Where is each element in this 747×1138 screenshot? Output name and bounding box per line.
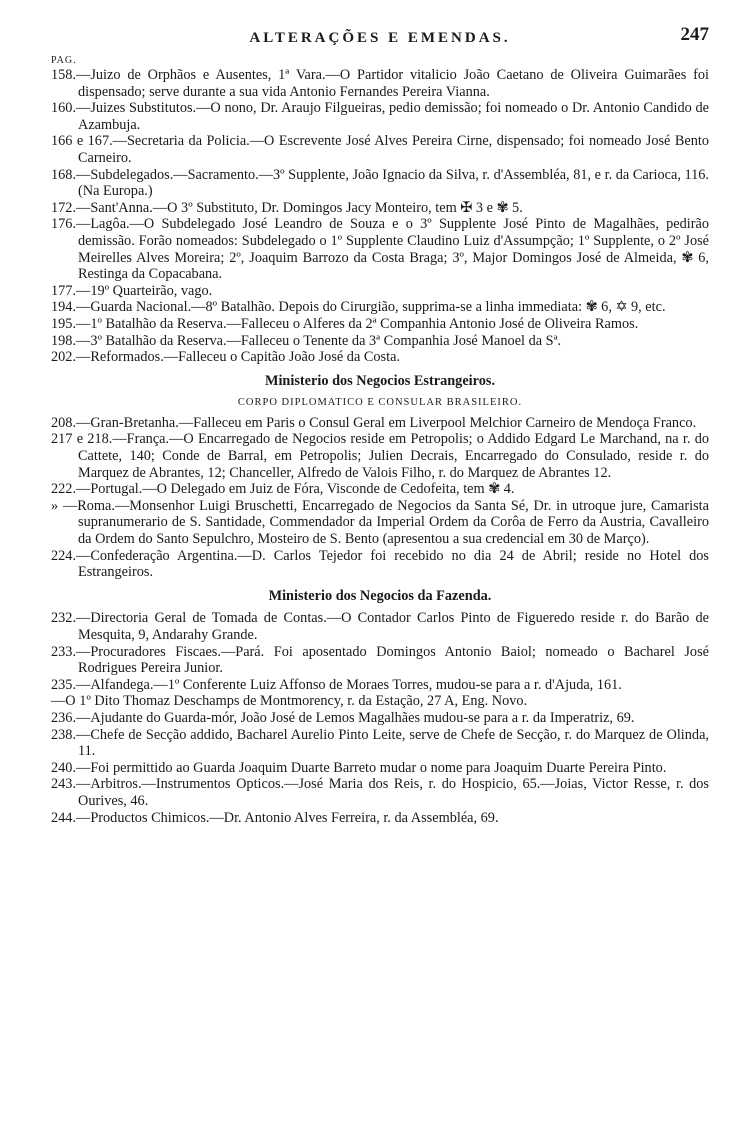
entry-243: 243.—Arbitros.—Instrumentos Opticos.—José Maria dos Reis, r. do Hospicio, 65.—Joias, Victor Resse, r. dos Ourives, 46.	[51, 776, 709, 809]
section-justica-entries	[51, 67, 709, 366]
entry-roma: » —Roma.—Monsenhor Luigi Bruschetti, Encarregado de Negocios da Santa Sé, Dr. in utroque jure, Camarista supranumerario de S. Santidade, Commendador da Imperial Ordem da Corôa de Ferro da Austria, Cavalleiro da Ordem do Santo Sepulchro, Mosteiro de S. Bento (apresentou a sua credencial em 30 de Março).	[51, 497, 709, 548]
entry-236: 236.—Ajudante do Guarda-mór, João José de Lemos Magalhães mudou-se para a r. da Imperatriz, 69.	[51, 709, 635, 726]
entry-194: 194.—Guarda Nacional.—8º Batalhão. Depois do Cirurgião, supprima-se a linha immediata: ✾ 6, ✡ 9, etc.	[51, 299, 666, 316]
entry-235-sub: —O 1º Dito Thomaz Deschamps de Montmorency, r. da Estação, 27 A, Eng. Novo.	[51, 693, 528, 710]
entry-217: 217 e 218.—França.—O Encarregado de Negocios reside em Petropolis; o Addido Edgard Le Marchand, na r. do Cattete, 140; Conde de Barral, em Petropolis; Julien Decrais, Encarregado do Consulado, reside r. do Marquez de Abrantes, 12; Chanceller, Alfredo de Valois Filho, r. do Marquez de Abrantes 12.	[51, 431, 709, 481]
entry-172: 172.—Sant'Anna.—O 3º Substituto, Dr. Domingos Jacy Monteiro, tem ✠ 3 e ✾ 5.	[51, 199, 523, 216]
entry-168: 168.—Subdelegados.—Sacramento.—3º Supplente, João Ignacio da Silva, r. d'Assembléa, 81, e r. da Carioca, 116. (Na Europa.)	[51, 166, 709, 200]
entry-160: 160.—Juizes Substitutos.—O nono, Dr. Araujo Filgueiras, pedio demissão; foi nomeado o Dr. Antonio Candido de Azambuja.	[51, 100, 709, 133]
entry-232: 232.—Directoria Geral de Tomada de Contas.—O Contador Carlos Pinto de Figueredo reside r. do Barão de Mesquita, 9, Andarahy Grande.	[51, 610, 709, 643]
pag-label: PAG.	[51, 55, 77, 66]
section-heading-estrangeiros: Ministerio dos Negocios Estrangeiros.	[264, 372, 496, 389]
entry-222: 222.—Portugal.—O Delegado em Juiz de Fóra, Visconde de Cedofeita, tem ✾ 4.	[51, 481, 515, 498]
entry-158: 158.—Juizo de Orphãos e Ausentes, 1ª Vara.—O Partidor vitalicio João Caetano de Oliveira Guimarães foi dispensado; serve durante a sua vida Antonio Fernandes Pereira Vianna.	[51, 67, 709, 100]
entry-224: 224.—Confederação Argentina.—D. Carlos Tejedor foi recebido no dia 24 de Abril; reside no Hotel dos Estrangeiros.	[51, 547, 709, 581]
running-header	[51, 24, 709, 56]
section-fazenda-entries	[51, 610, 709, 826]
running-title: ALTERAÇÕES E EMENDAS.	[249, 30, 511, 46]
section-heading-fazenda: Ministerio dos Negocios da Fazenda.	[268, 587, 492, 604]
entry-198: 198.—3º Batalhão da Reserva.—Falleceu o Tenente da 3ª Companhia José Manoel da Sª.	[51, 332, 562, 349]
entry-244: 244.—Productos Chimicos.—Dr. Antonio Alves Ferreira, r. da Assembléa, 69.	[51, 809, 499, 826]
entry-233: 233.—Procuradores Fiscaes.—Pará. Foi aposentado Domingos Antonio Baiol; nomeado o Bacharel José Rodrigues Pereira Junior.	[51, 643, 709, 677]
entry-177: 177.—19º Quarteirão, vago.	[51, 282, 213, 299]
section-estrangeiros-entries	[51, 415, 709, 581]
entry-240: 240.—Foi permittido ao Guarda Joaquim Duarte Barreto mudar o nome para Joaquim Duarte Pereira Pinto.	[51, 759, 667, 776]
entry-208: 208.—Gran-Bretanha.—Falleceu em Paris o Consul Geral em Liverpool Melchior Carneiro de Mendoça Franco.	[51, 414, 697, 431]
entry-166: 166 e 167.—Secretaria da Policia.—O Escrevente José Alves Pereira Cirne, dispensado; foi nomeado José Bento Carneiro.	[51, 133, 709, 166]
subheading-corpo-diplomatico: CORPO DIPLOMATICO E CONSULAR BRASILEIRO.	[237, 397, 523, 409]
entry-238: 238.—Chefe de Secção addido, Bacharel Aurelio Pinto Leite, serve de Chefe de Secção, r. do Marquez de Olinda, 11.	[51, 726, 709, 760]
page-number: 247	[680, 24, 709, 45]
entry-202: 202.—Reformados.—Falleceu o Capitão João José da Costa.	[51, 349, 401, 366]
entry-176: 176.—Lagôa.—O Subdelegado José Leandro de Souza e o 3º Supplente José Pinto de Magalhães, pedirão demissão. Forão nomeados: Subdelegado o 1º Supplente Claudino Luiz d'Assumpção; 1º Supplente, o 2º José Meirelles Alves Moreira; 2º, Joaquim Barrozo da Costa Braga; 3º, Major Domingos José de Almeida, ✾ 6, Restinga da Copacabana.	[51, 216, 709, 283]
entry-235: 235.—Alfandega.—1º Conferente Luiz Affonso de Moraes Torres, mudou-se para a r. d'Ajuda, 161.	[51, 676, 622, 693]
entry-195: 195.—1º Batalhão da Reserva.—Falleceu o Alferes da 2ª Companhia Antonio José de Oliveira Ramos.	[51, 315, 639, 332]
